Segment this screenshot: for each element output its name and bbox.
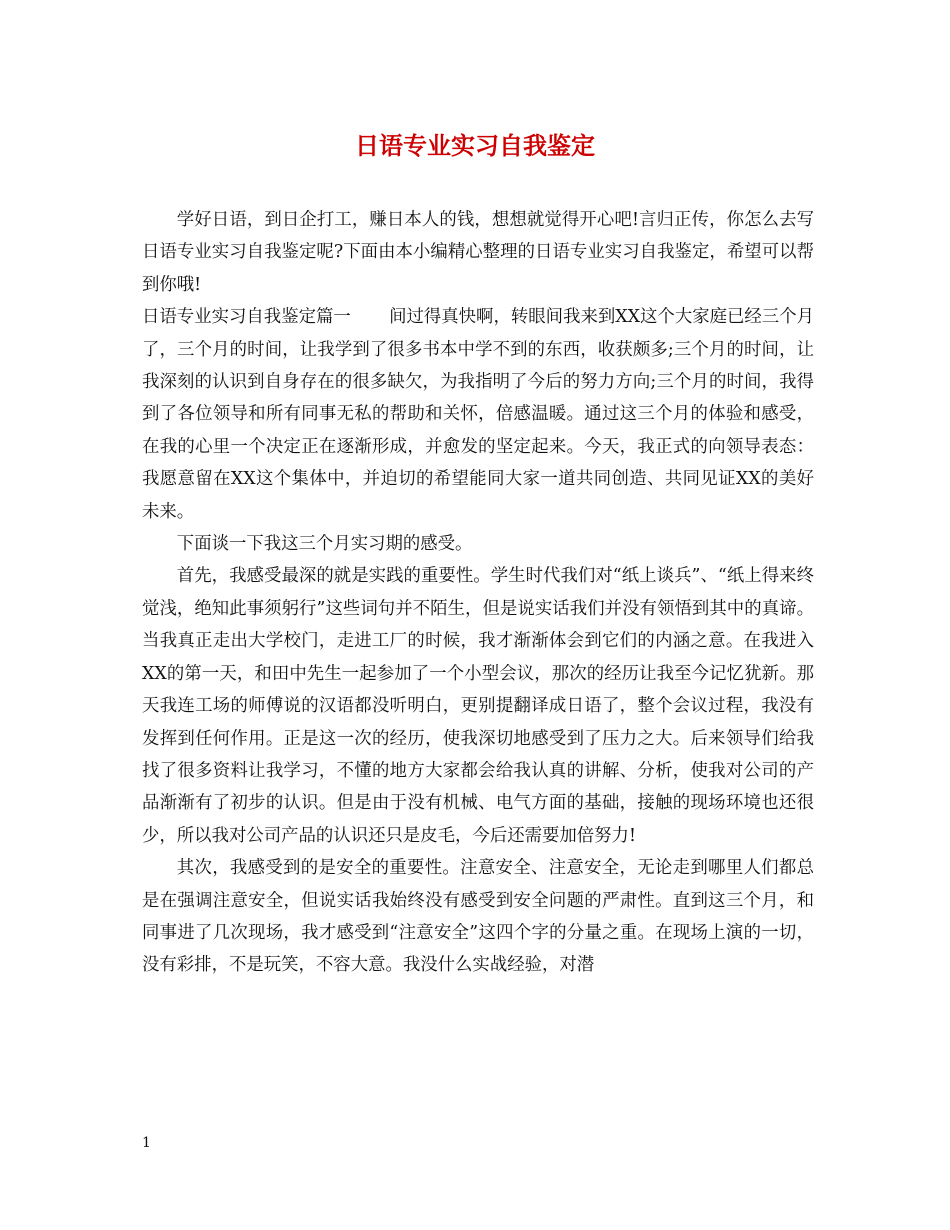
section-heading: 日语专业实习自我鉴定篇一 xyxy=(142,307,351,328)
paragraph-feelings-intro: 下面谈一下我这三个月实习期的感受。 xyxy=(176,534,473,555)
page-number: 1 xyxy=(142,1135,151,1151)
section-one-text: 间过得真快啊，转眼间我来到XX这个大家庭已经三个月了，三个月的时间，让我学到了很多书本中学不到的东西，收获颇多;三个月的时间，让我深刻的认识到自身存在的很多缺欠，为我指明了今后的努力方向;三个月的时间，我得到了各位领导和所有同事无私的帮助和关怀，倍感温暖。通过这三个月的体验和感受，在我的心里一个决定正在逐渐形成，并愈发的坚定起来。今天，我正式的向领导表态：我愿意留在XX这个集体中，并迫切的希望能同大家一道共同创造、共同见证XX的美好未来。 xyxy=(142,307,814,522)
document-body xyxy=(142,204,814,982)
intro-paragraph: 学好日语，到日企打工，赚日本人的钱，想想就觉得开心吧!言归正传，你怎么去写日语专业实习自我鉴定呢?下面由本小编精心整理的日语专业实习自我鉴定，希望可以帮到你哦! xyxy=(142,210,814,295)
section-one-paragraph xyxy=(142,301,814,528)
document-title: 日语专业实习自我鉴定 xyxy=(355,131,595,160)
paragraph-practice: 首先，我感受最深的就是实践的重要性。学生时代我们对“纸上谈兵”、“纸上得来终觉浅，绝知此事须躬行”这些词句并不陌生，但是说实话我们并没有领悟到其中的真谛。当我真正走出大学校门，走进工厂的时候，我才渐渐体会到它们的内涵之意。在我进入XX的第一天，和田中先生一起参加了一个小型会议，那次的经历让我至今记忆犹新。那天我连工场的师傅说的汉语都没听明白，更别提翻译成日语了，整个会议过程，我没有发挥到任何作用。正是这一次的经历，使我深切地感受到了压力之大。后来领导们给我找了很多资料让我学习，不懂的地方大家都会给我认真的讲解、分析，使我对公司的产品渐渐有了初步的认识。但是由于没有机械、电气方面的基础，接触的现场环境也还很少，所以我对公司产品的认识还只是皮毛，今后还需要加倍努力! xyxy=(142,566,814,846)
paragraph-safety: 其次，我感受到的是安全的重要性。注意安全、注意安全，无论走到哪里人们都总是在强调注意安全，但说实话我始终没有感受到安全问题的严肃性。直到这三个月，和同事进了几次现场，我才感受到“注意安全”这四个字的分量之重。在现场上演的一切，没有彩排，不是玩笑，不容大意。我没什么实战经验，对潜 xyxy=(142,858,814,976)
